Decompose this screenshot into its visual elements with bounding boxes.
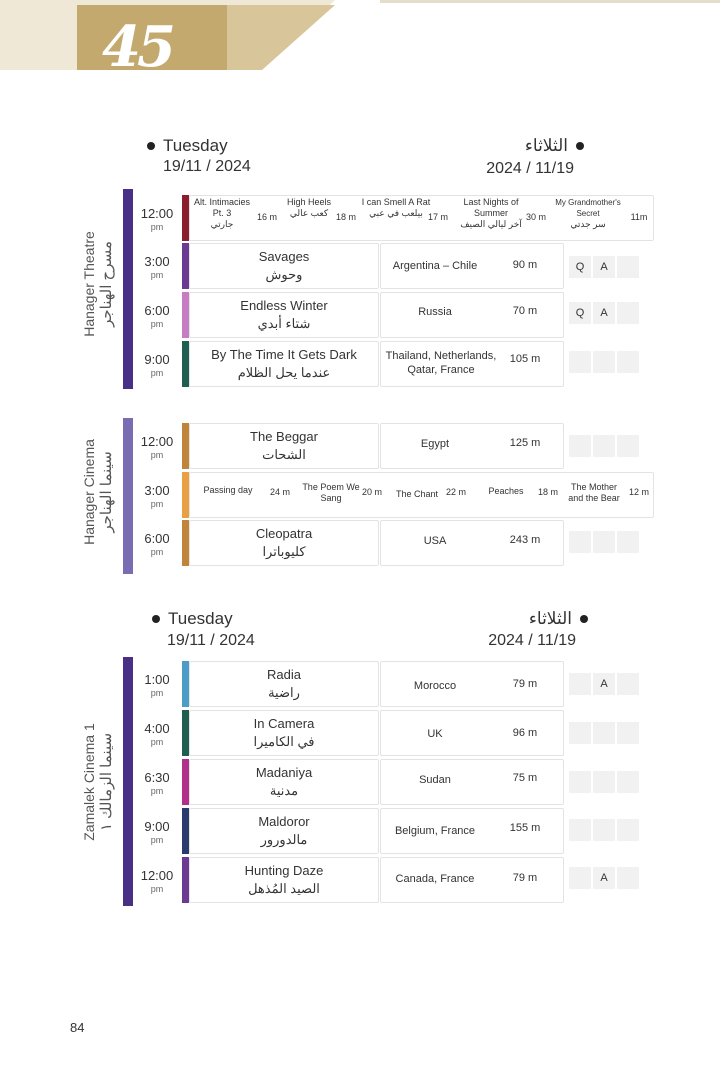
- film-title-en: By The Time It Gets Dark: [211, 347, 357, 362]
- film-title-ar: كليوباترا: [262, 544, 306, 559]
- country: Belgium, France: [394, 825, 476, 837]
- venue-name-ar: سينما الهناجر: [98, 451, 115, 533]
- color-bar: [182, 341, 189, 387]
- film-title-cell[interactable]: [189, 520, 379, 566]
- film-title-cell[interactable]: [189, 243, 379, 289]
- venue-bar: [123, 418, 133, 574]
- schedule-row: [135, 857, 645, 903]
- duration: 75 m: [512, 772, 538, 784]
- time: 3:00: [144, 483, 170, 498]
- short-duration: 17 m: [427, 212, 448, 222]
- venue-name-en: Hanager Cinema: [81, 439, 97, 545]
- empty-badge: [617, 867, 639, 889]
- accessibility-badge: A: [593, 673, 615, 695]
- color-bar: [182, 520, 189, 566]
- time-cell: [135, 857, 179, 903]
- short-film[interactable]: The Mother and the Bear: [568, 482, 620, 503]
- film-title-en: Savages: [258, 249, 310, 264]
- time-cell: [135, 195, 179, 241]
- short-film[interactable]: I can Smell A Rat بيلعب في عبي: [361, 197, 431, 218]
- empty-badge: [593, 722, 615, 744]
- empty-badge: [569, 867, 591, 889]
- country: Russia: [418, 306, 452, 318]
- film-title-ar: الصيد المُذهل: [248, 881, 320, 896]
- time-cell: [135, 710, 179, 756]
- duration: 96 m: [512, 727, 538, 739]
- date-ar: 2024 / 11/19: [488, 632, 576, 649]
- venue-bar: [123, 657, 133, 906]
- film-title-en: Hunting Daze: [244, 863, 324, 878]
- schedule-row: [135, 710, 645, 756]
- accessibility-badge: A: [593, 867, 615, 889]
- schedule-row: [135, 243, 645, 289]
- short-duration: 18 m: [537, 487, 558, 497]
- film-title-en: In Camera: [253, 716, 315, 731]
- schedule-row: [135, 195, 655, 241]
- schedule-row: [135, 520, 645, 566]
- time-cell: [135, 243, 179, 289]
- schedule-row: [135, 808, 645, 854]
- venue-name-en: Zamalek Cinema 1: [81, 723, 97, 841]
- ampm: pm: [150, 547, 164, 557]
- color-bar: [182, 472, 189, 518]
- empty-badge: [617, 302, 639, 324]
- ampm: pm: [150, 835, 164, 845]
- short-duration: 24 m: [269, 487, 290, 497]
- duration: 243 m: [509, 534, 541, 546]
- time: 12:00: [140, 434, 174, 449]
- ampm: pm: [150, 222, 164, 232]
- qa-badge: Q: [569, 256, 591, 278]
- ampm: pm: [150, 884, 164, 894]
- film-title-en: Cleopatra: [255, 526, 313, 541]
- film-title-ar: في الكاميرا: [253, 734, 315, 749]
- schedule-row: [135, 759, 645, 805]
- film-title-ar: الشحات: [262, 447, 306, 462]
- short-duration: 11m: [630, 212, 648, 222]
- film-title-ar: شتاء أبدي: [257, 316, 311, 331]
- venue-name-ar: مسرح الهناجر: [98, 241, 115, 327]
- short-film[interactable]: Passing day: [203, 485, 253, 495]
- venue-bar: [123, 189, 133, 389]
- short-film[interactable]: My Grandmother's Secret سر جدتي: [555, 198, 621, 229]
- date-en: 19/11 / 2024: [163, 158, 251, 175]
- country: Argentina – Chile: [392, 260, 478, 272]
- film-title-cell[interactable]: [189, 759, 379, 805]
- date-day-ar: الثلاثاء: [528, 609, 572, 628]
- empty-badge: [617, 673, 639, 695]
- time-cell: [135, 759, 179, 805]
- accessibility-badge: A: [593, 256, 615, 278]
- time-cell: [135, 472, 179, 518]
- bullet-icon: [152, 615, 160, 623]
- short-film[interactable]: Peaches: [488, 486, 524, 496]
- ampm: pm: [150, 270, 164, 280]
- schedule-row: [135, 423, 645, 469]
- color-bar: [182, 661, 189, 707]
- film-title-cell[interactable]: [189, 661, 379, 707]
- color-bar: [182, 857, 189, 903]
- country: Sudan: [419, 774, 451, 786]
- film-title-ar: مالدورور: [260, 832, 308, 847]
- empty-badge: [569, 673, 591, 695]
- film-title-ar: راضية: [268, 685, 300, 700]
- empty-badge: [569, 435, 591, 457]
- time-cell: [135, 292, 179, 338]
- empty-badge: [617, 531, 639, 553]
- film-title-en: The Beggar: [250, 429, 318, 444]
- time: 9:00: [144, 352, 170, 367]
- empty-badge: [617, 722, 639, 744]
- time: 6:30: [144, 770, 170, 785]
- schedule-row: [135, 341, 645, 387]
- film-title-cell[interactable]: [189, 292, 379, 338]
- top-rule: [380, 0, 720, 3]
- ampm: pm: [150, 786, 164, 796]
- empty-badge: [617, 819, 639, 841]
- color-bar: [182, 808, 189, 854]
- duration: 125 m: [509, 437, 541, 449]
- country: Thailand, Netherlands, Qatar, France: [385, 350, 497, 376]
- empty-badge: [569, 531, 591, 553]
- film-title-ar: وحوش: [265, 267, 303, 282]
- bullet-icon: [147, 142, 155, 150]
- country: Morocco: [413, 680, 457, 692]
- empty-badge: [617, 771, 639, 793]
- short-film[interactable]: The Poem We Sang: [302, 482, 360, 503]
- empty-badge: [569, 771, 591, 793]
- film-title-en: Radia: [267, 667, 301, 682]
- time-cell: [135, 423, 179, 469]
- empty-badge: [593, 819, 615, 841]
- country: USA: [423, 535, 447, 547]
- time: 3:00: [144, 254, 170, 269]
- ampm: pm: [150, 319, 164, 329]
- empty-badge: [593, 531, 615, 553]
- empty-badge: [569, 819, 591, 841]
- duration: 155 m: [509, 822, 541, 834]
- short-film[interactable]: Last Nights of Summer آخر ليالي الصيف: [460, 197, 522, 229]
- time: 6:00: [144, 531, 170, 546]
- time-cell: [135, 808, 179, 854]
- bullet-icon: [580, 615, 588, 623]
- film-title-cell[interactable]: [189, 423, 379, 469]
- color-bar: [182, 710, 189, 756]
- empty-badge: [593, 771, 615, 793]
- empty-badge: [617, 351, 639, 373]
- time: 9:00: [144, 819, 170, 834]
- film-title-en: Madaniya: [255, 765, 313, 780]
- bullet-icon: [576, 142, 584, 150]
- time: 4:00: [144, 721, 170, 736]
- page-number: 84: [70, 1020, 85, 1035]
- accessibility-badge: A: [593, 302, 615, 324]
- time-cell: [135, 661, 179, 707]
- short-film[interactable]: High Heels كعب عالي: [286, 197, 332, 218]
- time: 1:00: [144, 672, 170, 687]
- qa-badge: Q: [569, 302, 591, 324]
- date-day-en: Tuesday: [163, 136, 228, 155]
- duration: 105 m: [509, 353, 541, 365]
- time: 12:00: [140, 868, 174, 883]
- film-title-ar: عندما يحل الظلام: [237, 365, 331, 380]
- duration: 79 m: [512, 678, 538, 690]
- color-bar: [182, 759, 189, 805]
- short-duration: 12 m: [628, 487, 649, 497]
- festival-logo: 45: [102, 14, 172, 80]
- film-title-ar: مدنية: [269, 783, 299, 798]
- empty-badge: [617, 256, 639, 278]
- color-bar: [182, 243, 189, 289]
- venue-label: [80, 702, 120, 862]
- empty-badge: [569, 722, 591, 744]
- schedule-row: [135, 292, 645, 338]
- venue-name-ar: سينما الزمالك ١: [98, 732, 115, 832]
- empty-badge: [569, 351, 591, 373]
- time-cell: [135, 341, 179, 387]
- country: Egypt: [420, 438, 450, 450]
- short-duration: 22 m: [445, 487, 466, 497]
- film-title-cell[interactable]: [189, 808, 379, 854]
- ampm: pm: [150, 499, 164, 509]
- venue-label: [80, 412, 120, 572]
- film-title-en: Endless Winter: [240, 298, 328, 313]
- schedule-row: [135, 661, 645, 707]
- date-en: 19/11 / 2024: [167, 632, 255, 649]
- date-day-en: Tuesday: [168, 609, 233, 628]
- schedule-row: [135, 472, 655, 518]
- venue-label: [80, 204, 120, 364]
- ampm: pm: [150, 368, 164, 378]
- duration: 90 m: [512, 259, 538, 271]
- date-day-ar: الثلاثاء: [524, 136, 568, 155]
- short-duration: 30 m: [525, 212, 546, 222]
- short-duration: 18 m: [335, 212, 356, 222]
- duration: 79 m: [512, 872, 538, 884]
- country: UK: [427, 728, 443, 740]
- color-bar: [182, 292, 189, 338]
- color-bar: [182, 195, 189, 241]
- time: 12:00: [140, 206, 174, 221]
- duration: 70 m: [512, 305, 538, 317]
- ampm: pm: [150, 688, 164, 698]
- color-bar: [182, 423, 189, 469]
- ampm: pm: [150, 737, 164, 747]
- venue-name-en: Hanager Theatre: [81, 231, 97, 337]
- empty-badge: [617, 435, 639, 457]
- short-film[interactable]: The Chant: [395, 489, 439, 499]
- short-duration: 20 m: [361, 487, 382, 497]
- ampm: pm: [150, 450, 164, 460]
- film-title-cell[interactable]: [189, 710, 379, 756]
- film-title-cell[interactable]: [189, 857, 379, 903]
- short-film[interactable]: Alt. Intimacies Pt. 3 جارتي: [193, 197, 251, 229]
- empty-badge: [593, 351, 615, 373]
- empty-badge: [593, 435, 615, 457]
- short-duration: 16 m: [256, 212, 277, 222]
- film-title-cell[interactable]: [189, 341, 379, 387]
- film-title-en: Maldoror: [258, 814, 310, 829]
- date-ar: 2024 / 11/19: [486, 160, 574, 177]
- time: 6:00: [144, 303, 170, 318]
- time-cell: [135, 520, 179, 566]
- country: Canada, France: [395, 873, 475, 885]
